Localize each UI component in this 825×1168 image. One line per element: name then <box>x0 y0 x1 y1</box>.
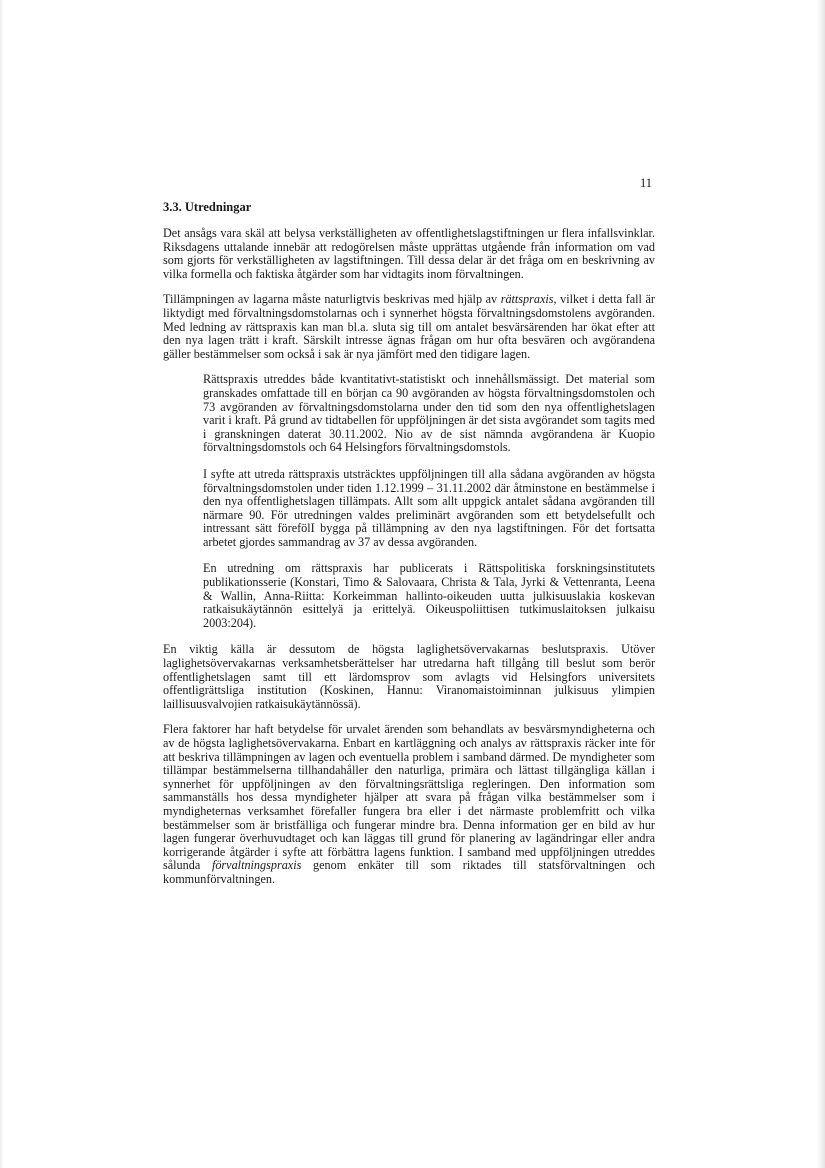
paragraph-2-text-b: , vilket i detta fall är liktydigt med förvaltningsdomstolarnas och i synnerhet högsta förvaltningsdomstolens avgöranden. Med ledning av rättspraxis kan man bl.a. sluta sig till om antalet besvärsärenden har ökat efter att den nya lagen trätt i kraft. Särskilt intresse ägnas frågan om hur ofta besvären och avgörandena gäller bestämmelser som också i sak är nya jämfört med den tidigare lagen. <box>163 292 655 361</box>
indented-block <box>203 373 655 630</box>
paragraph-4 <box>163 723 655 886</box>
scan-edge-left <box>0 0 4 1168</box>
indented-paragraph-3: En utredning om rättspraxis har publicerats i Rättspolitiska forskningsinstitutets publikationsserie (Konstari, Timo & Salovaara, Christa & Tala, Jyrki & Vettenranta, Leena & Wallin, Anna-Riitta: Korkeimman hallinto-oikeuden uutta julkisuuslakia koskevan ratkaisukäytännön esittelyä ja erittelyä. Oikeuspoliittisen tutkimuslaitoksen julkaisu 2003:204). <box>203 561 655 630</box>
page-number: 11 <box>640 176 653 190</box>
section-heading: 3.3. Utredningar <box>163 200 252 214</box>
paragraph-2-emphasis: rättspraxis <box>500 292 554 307</box>
paragraph-4-text-a: Flera faktorer har haft betydelse för urvalet ärenden som behandlats av besvärsmyndigheterna och av de högsta laglighetsövervakarna. Enbart en kartläggning och analys av rättspraxis räcker inte för att beskriva tillämpningen av lagen och eventuella problem i samband därmed. De myndigheter som tillämpar bestämmelserna tillhandahåller den naturliga, primära och lättast tillgängliga källan i synnerhet för uppföljningen av den förvaltningsrättsliga regleringen. Den information som sammanställs hos dessa myndigheter hjälper att svara på frågan vilka bestämmelser som i myndigheternas verksamhet förefaller fungera bra eller i det närmaste problemfritt och vilka bestämmelser som är bristfälliga och fungerar mindre bra. Denna information ger en bild av hur lagen fungerar överhuvudtaget och kan läggas till grund för planering av lagändringar eller andra korrigerande åtgärder i syfte att förbättra lagens funktion. I samband med uppföljningen utreddes sålunda <box>163 722 655 873</box>
paragraph-2-text-a: Tillämpningen av lagarna måste naturligtvis beskrivas med hjälp av <box>163 292 501 307</box>
paragraph-1: Det ansågs vara skäl att belysa verkställigheten av offentlighetslagstiftningen ur flera infallsvinklar. Riksdagens uttalande innebär att redogörelsen måste upprättas utgående från information om vad som gjorts för verkställigheten av lagstiftningen. Till dessa delar är det fråga om en beskrivning av vilka formella och faktiska åtgärder som har vidtagits inom förvaltningen. <box>163 226 655 281</box>
indented-paragraph-2: I syfte att utreda rättspraxis utsträcktes uppföljningen till alla sådana avgöranden av högsta förvaltningsdomstolen under tiden 1.12.1999 – 31.11.2002 där åtminstone en bestämmelse i den nya offentlighetslagen tillämpats. Allt som allt uppgick antalet sådana avgöranden till närmare 90. För utredningen valdes preliminärt avgöranden som ett betydelsefullt och intressant sätt förefölI bygga på tillämpning av den nya lagstiftningen. För det fortsatta arbetet gjordes sammandrag av 37 av dessa avgöranden. <box>203 466 655 549</box>
paragraph-2 <box>163 293 655 361</box>
paragraph-3: En viktig källa är dessutom de högsta laglighetsövervakarnas beslutspraxis. Utöver laglighetsövervakarnas verksamhetsberättelser har utredarna haft tillgång till beslut som berör offentlighetslagen samt till ett lärdomsprov som avlagts vid Helsingfors universitets offentligrättsliga institution (Koskinen, Hannu: Viranomaistoiminnan julkisuus ylimpien laillisuusvalvojien ratkaisukäytännössä). <box>163 642 655 711</box>
scan-edge-right <box>817 0 825 1168</box>
paragraph-4-emphasis: förvaltningspraxis <box>211 858 302 873</box>
indented-paragraph-1: Rättspraxis utreddes både kvantitativt-statistiskt och innehållsmässigt. Det material som granskades omfattade till en början ca 90 avgöranden av högsta förvaltningsdomstolen och 73 avgöranden av förvaltningsdomstolarna under den tid som den nya offentlighetslagen varit i kraft. På grund av tidtabellen för uppföljningen är det sista avgörandet som tagits med i granskningen daterat 30.11.2002. Nio av de sist nämnda avgörandena är Kuopio förvaltningsdomstols och 64 Helsingfors förvaltningsdomstols. <box>203 372 655 455</box>
paragraph-4-text-b: genom enkäter till som riktades till statsförvaltningen och kommunförvaltningen. <box>163 858 656 886</box>
document-body <box>163 200 655 899</box>
